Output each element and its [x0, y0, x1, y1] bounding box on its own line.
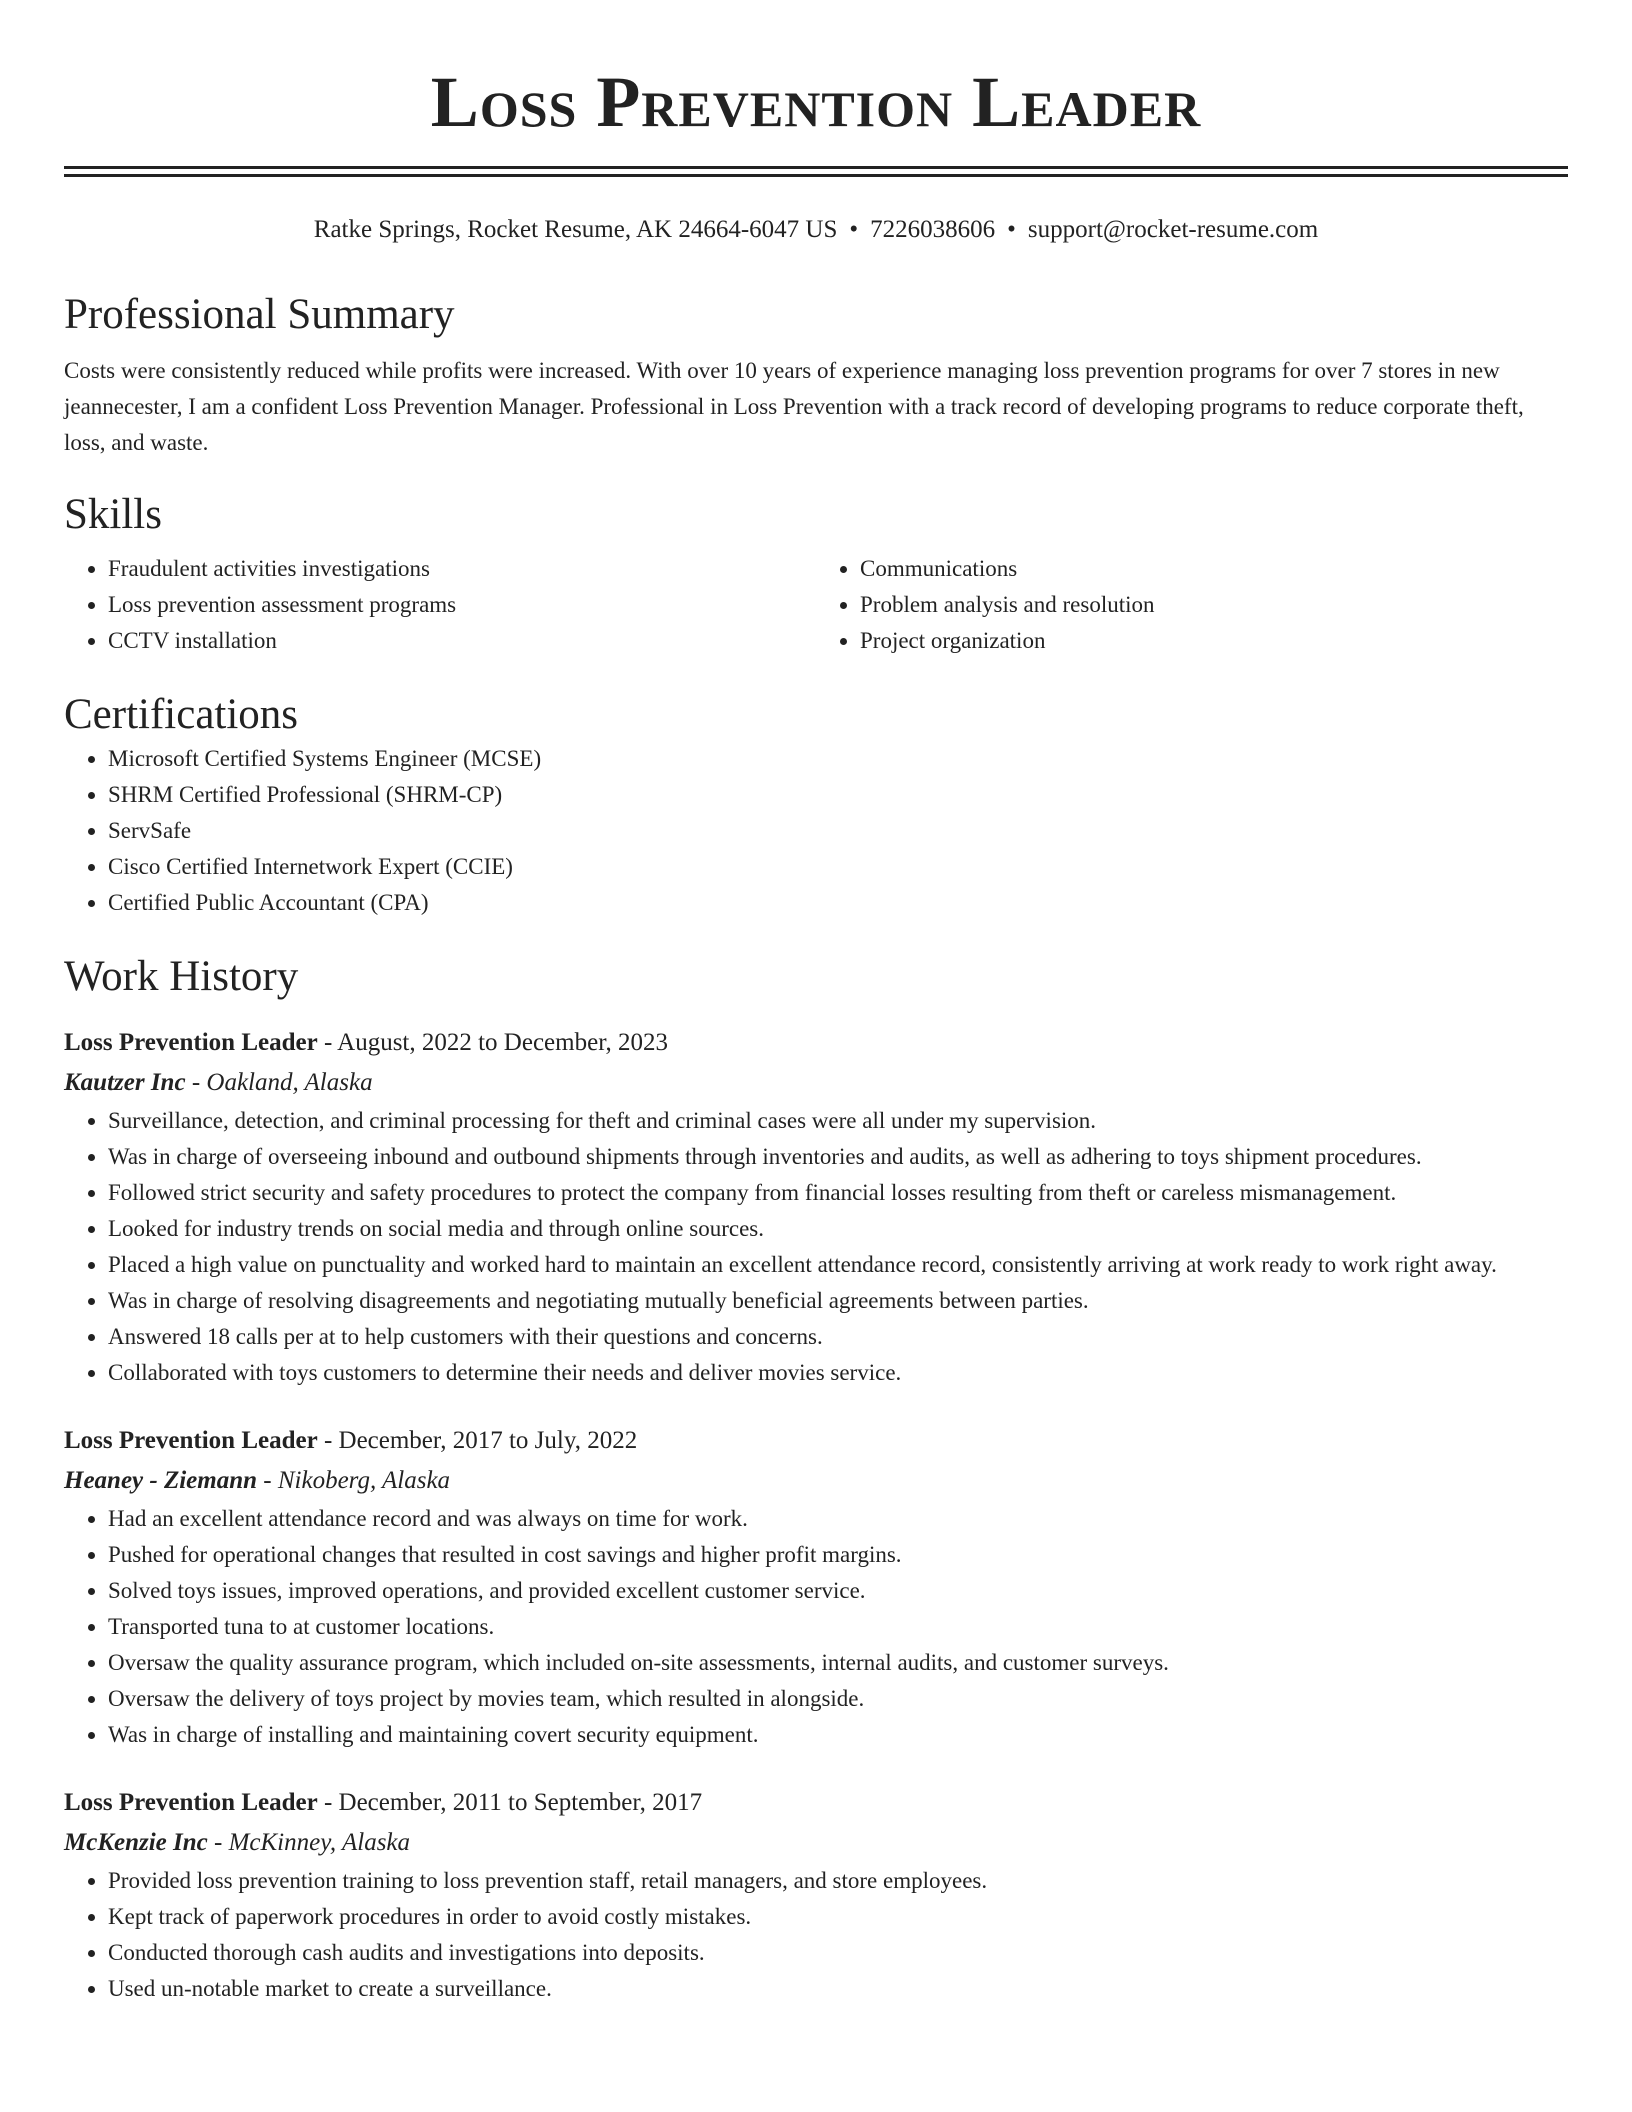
- job-duty: • Collaborated with toys customers to determine their needs and deliver movies service.: [108, 1355, 1568, 1391]
- job-title-line: [64, 1023, 1568, 1063]
- job-duty: • Pushed for operational changes that resulted in cost savings and higher profit margins.: [108, 1537, 1568, 1573]
- job-dates: - December, 2011 to September, 2017: [317, 1789, 703, 1816]
- company-name: McKenzie Inc: [64, 1829, 208, 1856]
- job-company-line: [64, 1461, 1568, 1501]
- certification-item: • SHRM Certified Professional (SHRM-CP): [108, 777, 1568, 813]
- job-title-line: [64, 1421, 1568, 1461]
- job-title: Loss Prevention Leader: [64, 1029, 318, 1056]
- skills-column-right: [816, 551, 1568, 659]
- skill-item: • Project organization: [860, 623, 1568, 659]
- skills-list-right: [816, 551, 1568, 659]
- job-duty: • Surveillance, detection, and criminal processing for theft and criminal cases were all under my supervision.: [108, 1103, 1568, 1139]
- certification-item: • ServSafe: [108, 813, 1568, 849]
- skills-list-left: [64, 551, 816, 659]
- job-title-line: [64, 1783, 1568, 1823]
- job-dates: - August, 2022 to December, 2023: [317, 1029, 669, 1056]
- job-duties-list: [64, 1501, 1568, 1753]
- certification-item: • Microsoft Certified Systems Engineer (MCSE): [108, 741, 1568, 777]
- job-duties-list: [64, 1103, 1568, 1391]
- job-company-line: [64, 1823, 1568, 1863]
- job-title: Loss Prevention Leader: [64, 1789, 318, 1816]
- company-location: - McKinney, Alaska: [207, 1829, 411, 1856]
- company-location: - Oakland, Alaska: [185, 1069, 373, 1096]
- job-duty: • Was in charge of overseeing inbound and outbound shipments through inventories and audits, as well as adhering to toys shipment procedures.: [108, 1139, 1568, 1175]
- job-duty: • Had an excellent attendance record and was always on time for work.: [108, 1501, 1568, 1537]
- job-duty: • Oversaw the delivery of toys project by movies team, which resulted in alongside.: [108, 1681, 1568, 1717]
- job-duty: • Looked for industry trends on social media and through online sources.: [108, 1211, 1568, 1247]
- job-duty: • Used un-notable market to create a surveillance.: [108, 1971, 1568, 2007]
- skill-item: • Problem analysis and resolution: [860, 587, 1568, 623]
- job-duty: • Placed a high value on punctuality and worked hard to maintain an excellent attendance record, consistently arriving at work ready to work right away.: [108, 1247, 1568, 1283]
- job-dates: - December, 2017 to July, 2022: [317, 1427, 638, 1454]
- job-entry: [64, 1023, 1568, 1391]
- skill-item: • Communications: [860, 551, 1568, 587]
- contact-email: support@rocket-resume.com: [1027, 216, 1319, 243]
- skill-item: • Fraudulent activities investigations: [108, 551, 816, 587]
- contact-separator: •: [1007, 216, 1016, 243]
- skills-heading: Skills: [64, 491, 162, 538]
- job-duty: • Was in charge of installing and maintaining covert security equipment.: [108, 1717, 1568, 1753]
- company-location: - Nikoberg, Alaska: [257, 1467, 451, 1494]
- job-duty: • Kept track of paperwork procedures in order to avoid costly mistakes.: [108, 1899, 1568, 1935]
- certification-item: • Certified Public Accountant (CPA): [108, 885, 1568, 921]
- job-entry: [64, 1783, 1568, 2007]
- contact-line: [64, 213, 1568, 247]
- skill-item: • Loss prevention assessment programs: [108, 587, 816, 623]
- resume-title: Loss Prevention Leader: [430, 62, 1202, 142]
- job-title: Loss Prevention Leader: [64, 1427, 318, 1454]
- summary-heading: Professional Summary: [64, 291, 455, 338]
- contact-address: Ratke Springs, Rocket Resume, AK 24664-6047 US: [313, 216, 838, 243]
- certification-item: • Cisco Certified Internetwork Expert (CCIE): [108, 849, 1568, 885]
- job-entry: [64, 1421, 1568, 1753]
- company-name: Heaney - Ziemann: [64, 1467, 258, 1494]
- job-duties-list: [64, 1863, 1568, 2007]
- summary-text: Costs were consistently reduced while profits were increased. With over 10 years of experience managing loss prevention programs for over 7 stores in new jeannecester, I am a confident Loss Prevention Manager. Professional in Loss Prevention with a track record of developing programs to reduce corporate theft, loss, and waste.: [64, 358, 1524, 455]
- skills-grid: [64, 551, 1568, 659]
- job-duty: • Followed strict security and safety procedures to protect the company from financial losses resulting from theft or careless mismanagement.: [108, 1175, 1568, 1211]
- job-duty: • Solved toys issues, improved operations, and provided excellent customer service.: [108, 1573, 1568, 1609]
- job-duty: • Provided loss prevention training to loss prevention staff, retail managers, and store employees.: [108, 1863, 1568, 1899]
- company-name: Kautzer Inc: [64, 1069, 186, 1096]
- skill-item: • CCTV installation: [108, 623, 816, 659]
- job-company-line: [64, 1063, 1568, 1103]
- job-duty: • Answered 18 calls per at to help customers with their questions and concerns.: [108, 1319, 1568, 1355]
- certifications-list: [64, 741, 1568, 921]
- contact-separator: •: [849, 216, 859, 243]
- work-history-heading: Work History: [64, 953, 299, 1000]
- title-divider: [64, 166, 1568, 177]
- job-duty: • Conducted thorough cash audits and investigations into deposits.: [108, 1935, 1568, 1971]
- skills-column-left: [64, 551, 816, 659]
- job-duty: • Transported tuna to at customer locations.: [108, 1609, 1568, 1645]
- job-duty: • Oversaw the quality assurance program, which included on-site assessments, internal audits, and customer surveys.: [108, 1645, 1568, 1681]
- certifications-heading: Certifications: [64, 691, 299, 738]
- contact-phone: 7226038606: [870, 216, 996, 243]
- job-duty: • Was in charge of resolving disagreements and negotiating mutually beneficial agreements between parties.: [108, 1283, 1568, 1319]
